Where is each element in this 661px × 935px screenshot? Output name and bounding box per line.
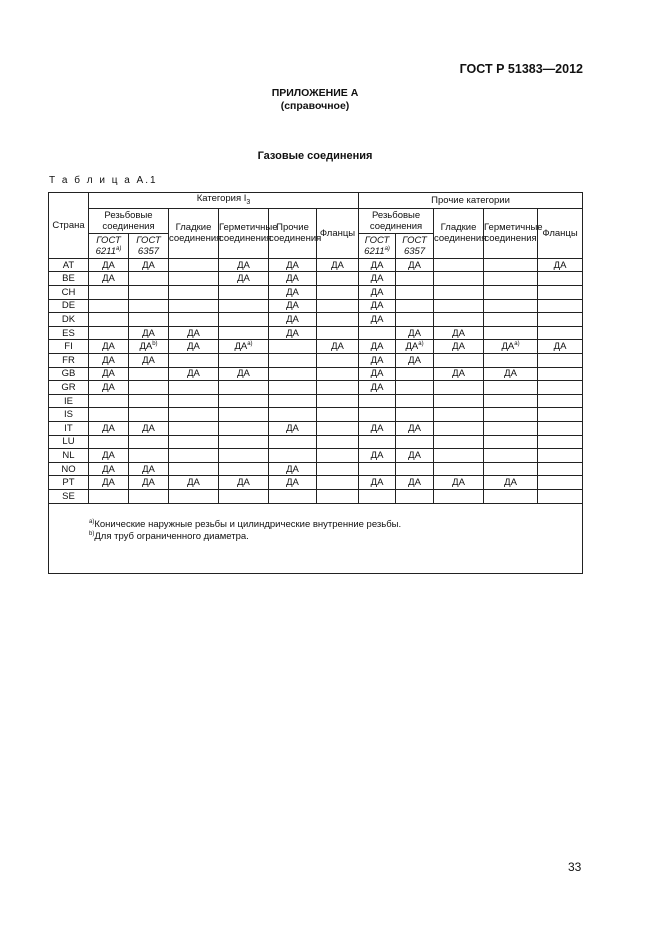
value-cell xyxy=(484,489,538,503)
value-cell xyxy=(317,449,359,463)
hermetic-header-2: Герметичные соединения xyxy=(484,208,538,258)
value-cell xyxy=(538,326,583,340)
value-cell xyxy=(396,299,434,313)
value-cell: ДА xyxy=(219,476,269,490)
value-cell: ДА xyxy=(359,381,396,395)
value-cell: ДА xyxy=(359,354,396,368)
gost-6211-header: ГОСТ $6211^{а)}$ xyxy=(89,233,129,258)
value-cell xyxy=(538,272,583,286)
table-row xyxy=(49,258,583,272)
value-cell: ДА xyxy=(359,258,396,272)
page-number: 33 xyxy=(568,860,582,874)
value-cell xyxy=(169,449,219,463)
value-cell xyxy=(269,435,317,449)
table-row xyxy=(49,286,583,300)
value-cell xyxy=(219,408,269,422)
value-cell xyxy=(269,354,317,368)
value-cell: ДА xyxy=(538,340,583,354)
value-cell xyxy=(484,258,538,272)
value-cell xyxy=(538,408,583,422)
value-cell: ДА xyxy=(129,354,169,368)
value-cell xyxy=(484,381,538,395)
value-cell xyxy=(169,435,219,449)
value-cell xyxy=(538,381,583,395)
country-header: Страна xyxy=(49,193,89,259)
value-cell xyxy=(129,489,169,503)
value-cell xyxy=(219,422,269,436)
value-cell xyxy=(538,299,583,313)
value-cell xyxy=(89,489,129,503)
value-cell xyxy=(169,299,219,313)
value-cell xyxy=(317,476,359,490)
value-cell: ДА xyxy=(89,354,129,368)
value-cell xyxy=(169,408,219,422)
value-cell xyxy=(396,313,434,327)
value-cell: ДА xyxy=(396,449,434,463)
value-cell: ДА xyxy=(359,367,396,381)
value-cell xyxy=(396,381,434,395)
value-cell: ДА xyxy=(269,299,317,313)
value-cell: ДА xyxy=(396,258,434,272)
value-cell: ДА xyxy=(219,367,269,381)
value-cell xyxy=(434,354,484,368)
footnote-b: $^{b)}$Для труб ограниченного диаметра. xyxy=(89,530,249,542)
value-cell: ДА xyxy=(359,313,396,327)
value-cell: ДА xyxy=(129,258,169,272)
value-cell: ДА xyxy=(396,476,434,490)
value-cell xyxy=(538,489,583,503)
value-cell xyxy=(169,381,219,395)
value-cell: ДА xyxy=(89,462,129,476)
country-cell: LU xyxy=(49,435,89,449)
value-cell xyxy=(434,299,484,313)
annex-subtitle: (справочное) xyxy=(280,100,350,112)
value-cell xyxy=(317,326,359,340)
value-cell xyxy=(434,489,484,503)
country-cell: AT xyxy=(49,258,89,272)
value-cell xyxy=(219,394,269,408)
value-cell xyxy=(434,313,484,327)
value-cell xyxy=(396,489,434,503)
value-cell: ДА xyxy=(269,326,317,340)
value-cell: ДА xyxy=(169,367,219,381)
value-cell xyxy=(219,326,269,340)
value-cell: ДА xyxy=(434,367,484,381)
table-row xyxy=(49,313,583,327)
value-cell xyxy=(169,354,219,368)
value-cell xyxy=(317,313,359,327)
table-row xyxy=(49,394,583,408)
value-cell: ДА xyxy=(129,326,169,340)
value-cell xyxy=(434,462,484,476)
gost-6357-header-2: ГОСТ 6357 xyxy=(396,233,434,258)
value-cell xyxy=(219,354,269,368)
value-cell xyxy=(89,394,129,408)
value-cell: ДА xyxy=(359,299,396,313)
value-cell xyxy=(269,489,317,503)
value-cell: ДА xyxy=(89,381,129,395)
value-cell xyxy=(317,489,359,503)
value-cell xyxy=(434,272,484,286)
threaded-header: Резьбовые соединения xyxy=(89,208,169,233)
value-cell xyxy=(484,422,538,436)
country-cell: GB xyxy=(49,367,89,381)
value-cell: ДА xyxy=(396,422,434,436)
other-categories-header: Прочие категории xyxy=(359,193,583,209)
value-cell xyxy=(169,286,219,300)
value-cell xyxy=(89,299,129,313)
value-cell xyxy=(484,354,538,368)
value-cell: ДА xyxy=(169,476,219,490)
flanges-header: Фланцы xyxy=(317,208,359,258)
category-i3-header: Категория $I_3$ xyxy=(89,193,359,209)
value-cell xyxy=(169,489,219,503)
value-cell: ДА xyxy=(359,286,396,300)
value-cell xyxy=(538,449,583,463)
table-row xyxy=(49,381,583,395)
value-cell xyxy=(434,394,484,408)
table-row xyxy=(49,476,583,490)
country-cell: SE xyxy=(49,489,89,503)
value-cell xyxy=(129,272,169,286)
smooth-header: Гладкие соединения xyxy=(169,208,219,258)
value-cell xyxy=(434,449,484,463)
table-row xyxy=(49,489,583,503)
country-cell: FR xyxy=(49,354,89,368)
value-cell: ДА xyxy=(434,326,484,340)
value-cell xyxy=(359,394,396,408)
value-cell xyxy=(129,367,169,381)
gas-connections-table xyxy=(48,192,583,574)
table-row xyxy=(49,408,583,422)
value-cell xyxy=(269,381,317,395)
country-cell: IT xyxy=(49,422,89,436)
value-cell xyxy=(129,286,169,300)
value-cell xyxy=(169,462,219,476)
value-cell: ДА xyxy=(89,476,129,490)
country-cell: GR xyxy=(49,381,89,395)
other-connections-header: Прочие соединения xyxy=(269,208,317,258)
table-row xyxy=(49,435,583,449)
value-cell xyxy=(359,489,396,503)
value-cell: ДА xyxy=(269,476,317,490)
value-cell xyxy=(359,408,396,422)
value-cell: ДА xyxy=(89,367,129,381)
value-cell xyxy=(538,313,583,327)
value-cell: ДА xyxy=(129,462,169,476)
value-cell xyxy=(434,286,484,300)
country-cell: BE xyxy=(49,272,89,286)
value-cell xyxy=(169,422,219,436)
value-cell xyxy=(317,435,359,449)
value-cell xyxy=(89,313,129,327)
value-cell xyxy=(269,408,317,422)
value-cell xyxy=(219,313,269,327)
value-cell xyxy=(434,381,484,395)
value-cell: ДА xyxy=(269,313,317,327)
value-cell xyxy=(538,354,583,368)
value-cell xyxy=(219,435,269,449)
value-cell xyxy=(219,299,269,313)
value-cell xyxy=(538,435,583,449)
value-cell xyxy=(538,286,583,300)
table-row xyxy=(49,326,583,340)
value-cell xyxy=(317,408,359,422)
value-cell xyxy=(359,435,396,449)
table-row xyxy=(49,354,583,368)
value-cell xyxy=(434,435,484,449)
value-cell: ДА xyxy=(89,422,129,436)
value-cell xyxy=(219,489,269,503)
value-cell xyxy=(219,381,269,395)
value-cell xyxy=(129,299,169,313)
table-row xyxy=(49,462,583,476)
table-row xyxy=(49,340,583,354)
value-cell xyxy=(129,449,169,463)
value-cell xyxy=(538,367,583,381)
value-cell: ДА xyxy=(538,258,583,272)
table-footnotes xyxy=(49,503,583,573)
country-cell: IE xyxy=(49,394,89,408)
table-caption: Т а б л и ц а А.1 xyxy=(49,175,158,186)
value-cell: ДА xyxy=(434,340,484,354)
gost-6357-header: ГОСТ 6357 xyxy=(129,233,169,258)
value-cell: ДА xyxy=(219,258,269,272)
value-cell xyxy=(317,462,359,476)
value-cell xyxy=(359,326,396,340)
value-cell xyxy=(538,394,583,408)
threaded-header-2: Резьбовые соединения xyxy=(359,208,434,233)
value-cell xyxy=(129,408,169,422)
value-cell xyxy=(89,286,129,300)
value-cell xyxy=(317,367,359,381)
value-cell: ДА xyxy=(129,422,169,436)
value-cell xyxy=(317,286,359,300)
annex-heading xyxy=(0,87,630,113)
country-cell: NO xyxy=(49,462,89,476)
value-cell: ДА xyxy=(396,326,434,340)
value-cell xyxy=(219,449,269,463)
annex-title: ПРИЛОЖЕНИЕ А xyxy=(271,87,359,99)
value-cell xyxy=(484,462,538,476)
country-cell: CH xyxy=(49,286,89,300)
value-cell: ДА xyxy=(359,449,396,463)
table-row xyxy=(49,272,583,286)
document-code: ГОСТ Р 51383—2012 xyxy=(459,62,583,76)
table-row xyxy=(49,422,583,436)
value-cell xyxy=(269,449,317,463)
value-cell xyxy=(538,422,583,436)
value-cell xyxy=(129,394,169,408)
value-cell xyxy=(269,394,317,408)
value-cell xyxy=(434,408,484,422)
value-cell: ДА$^{a)}$ xyxy=(219,340,269,354)
smooth-header-2: Гладкие соединения xyxy=(434,208,484,258)
section-title: Газовые соединения xyxy=(257,150,373,162)
value-cell xyxy=(317,381,359,395)
value-cell xyxy=(129,381,169,395)
value-cell xyxy=(484,449,538,463)
value-cell: ДА xyxy=(269,258,317,272)
country-cell: DE xyxy=(49,299,89,313)
value-cell: ДА xyxy=(169,340,219,354)
value-cell xyxy=(538,462,583,476)
value-cell xyxy=(317,422,359,436)
value-cell xyxy=(396,286,434,300)
value-cell: ДА$^{b)}$ xyxy=(129,340,169,354)
value-cell xyxy=(317,354,359,368)
value-cell xyxy=(129,435,169,449)
value-cell xyxy=(484,272,538,286)
value-cell xyxy=(89,408,129,422)
country-cell: FI xyxy=(49,340,89,354)
value-cell: ДА$^{a)}$ xyxy=(484,340,538,354)
value-cell: ДА xyxy=(434,476,484,490)
value-cell xyxy=(484,313,538,327)
value-cell xyxy=(396,462,434,476)
flanges-header-2: Фланцы xyxy=(538,208,583,258)
value-cell xyxy=(484,394,538,408)
value-cell: ДА xyxy=(359,272,396,286)
value-cell: ДА xyxy=(359,340,396,354)
value-cell: ДА xyxy=(269,272,317,286)
value-cell: ДА xyxy=(484,476,538,490)
value-cell xyxy=(434,258,484,272)
value-cell: ДА$^{a)}$ xyxy=(396,340,434,354)
country-cell: NL xyxy=(49,449,89,463)
value-cell: ДА xyxy=(129,476,169,490)
value-cell: ДА xyxy=(396,354,434,368)
value-cell xyxy=(396,272,434,286)
country-cell: DK xyxy=(49,313,89,327)
value-cell xyxy=(169,313,219,327)
value-cell: ДА xyxy=(269,422,317,436)
value-cell xyxy=(396,435,434,449)
value-cell: ДА xyxy=(89,258,129,272)
table-row xyxy=(49,299,583,313)
value-cell xyxy=(359,462,396,476)
hermetic-header: Герметичные соединения xyxy=(219,208,269,258)
value-cell xyxy=(434,422,484,436)
value-cell xyxy=(169,394,219,408)
value-cell xyxy=(269,340,317,354)
value-cell xyxy=(169,272,219,286)
value-cell: ДА xyxy=(317,340,359,354)
gost-6211-header-2: ГОСТ $6211^{а)}$ xyxy=(359,233,396,258)
value-cell: ДА xyxy=(219,272,269,286)
country-cell: ES xyxy=(49,326,89,340)
table-row xyxy=(49,449,583,463)
table-row xyxy=(49,367,583,381)
value-cell xyxy=(129,313,169,327)
value-cell xyxy=(89,326,129,340)
value-cell: ДА xyxy=(89,272,129,286)
country-cell: IS xyxy=(49,408,89,422)
value-cell xyxy=(538,476,583,490)
value-cell: ДА xyxy=(484,367,538,381)
value-cell xyxy=(484,408,538,422)
country-cell: PT xyxy=(49,476,89,490)
value-cell xyxy=(484,326,538,340)
value-cell xyxy=(484,299,538,313)
value-cell xyxy=(317,394,359,408)
value-cell xyxy=(317,272,359,286)
value-cell xyxy=(484,435,538,449)
value-cell: ДА xyxy=(317,258,359,272)
value-cell: ДА xyxy=(269,286,317,300)
value-cell xyxy=(89,435,129,449)
value-cell: ДА xyxy=(89,449,129,463)
value-cell xyxy=(396,367,434,381)
value-cell: ДА xyxy=(89,340,129,354)
value-cell xyxy=(484,286,538,300)
value-cell xyxy=(396,408,434,422)
value-cell xyxy=(219,286,269,300)
value-cell xyxy=(396,394,434,408)
value-cell: ДА xyxy=(169,326,219,340)
value-cell: ДА xyxy=(359,476,396,490)
value-cell xyxy=(317,299,359,313)
value-cell: ДА xyxy=(269,462,317,476)
value-cell xyxy=(219,462,269,476)
footnote-a: $^{а)}$Конические наружные резьбы и цилиндрические внутренние резьбы. xyxy=(89,518,402,530)
value-cell: ДА xyxy=(359,422,396,436)
value-cell xyxy=(269,367,317,381)
value-cell xyxy=(169,258,219,272)
